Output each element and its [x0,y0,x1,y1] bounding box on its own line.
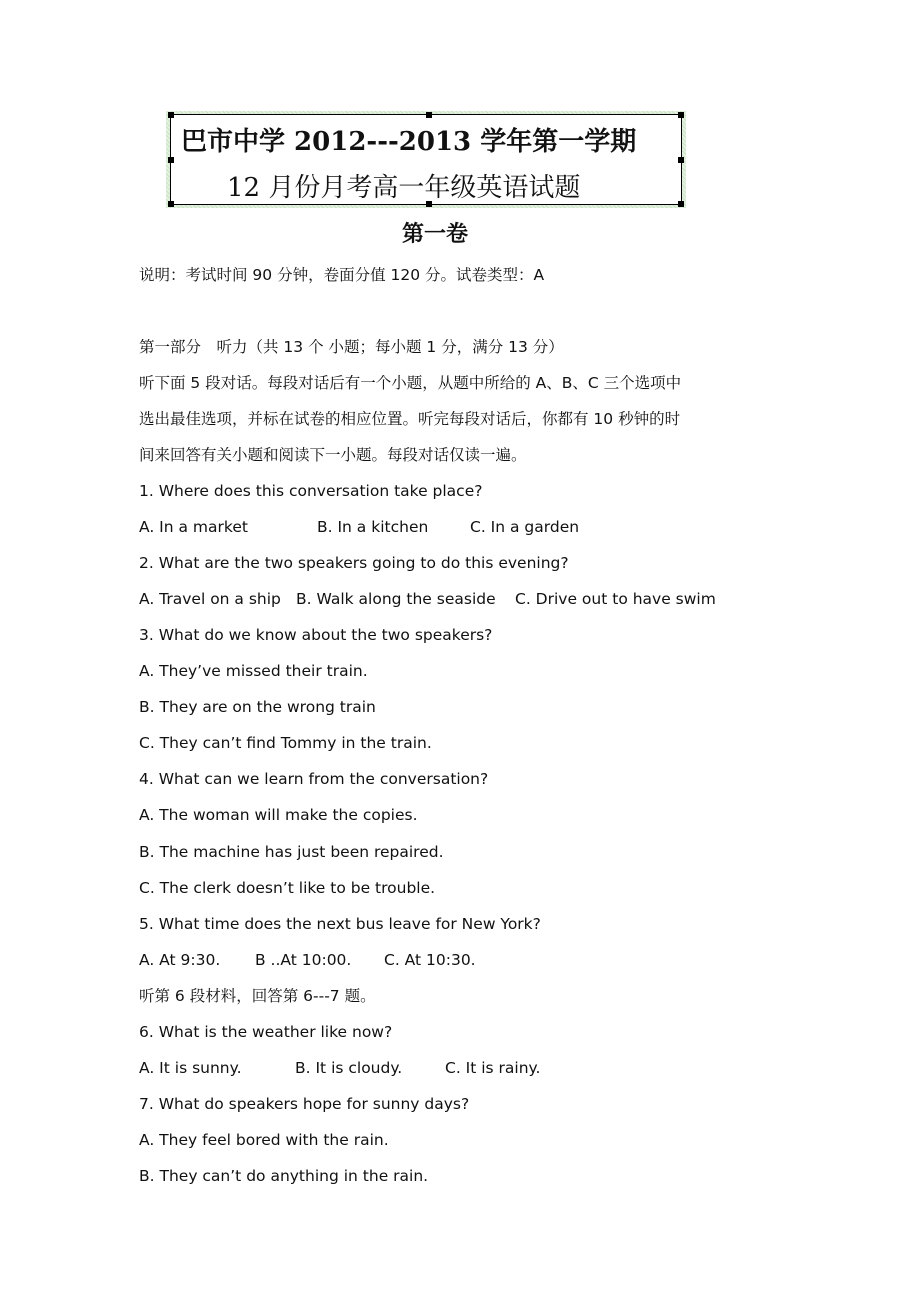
resize-handle[interactable] [426,112,432,118]
title-line-1: 巴市中学 2012---2013 学年第一学期 [181,127,637,157]
option-a: A. The woman will make the copies. [139,806,418,824]
question-1: 1. Where does this conversation take place? [139,482,483,500]
option-b: B ..At 10:00. [255,951,352,969]
option-a: A. It is sunny. [139,1059,242,1077]
option-c: C. The clerk doesn’t like to be trouble. [139,879,436,897]
option-b: B. The machine has just been repaired. [139,843,444,861]
option-c: C. In a garden [470,518,580,536]
option-c: C. Drive out to have swim [515,590,716,608]
option-b: B. They are on the wrong train [139,698,376,716]
directions-line: 选出最佳选项，并标在试卷的相应位置。听完每段对话后，你都有 10 秒钟的时 [139,410,681,428]
option-c: C. They can’t find Tommy in the train. [139,734,432,752]
option-b: B. It is cloudy. [295,1059,403,1077]
title-box [170,114,682,205]
option-c: C. At 10:30. [384,951,476,969]
resize-handle[interactable] [168,112,174,118]
material-note: 听第 6 段材料，回答第 6---7 题。 [139,987,376,1005]
question-5: 5. What time does the next bus leave for New York? [139,915,541,933]
instructions: 说明：考试时间 90 分钟，卷面分值 120 分。试卷类型：A [139,266,545,284]
question-7: 7. What do speakers hope for sunny days? [139,1095,470,1113]
option-a: A. They’ve missed their train. [139,662,368,680]
resize-handle[interactable] [168,157,174,163]
question-2: 2. What are the two speakers going to do this evening? [139,554,569,572]
resize-handle[interactable] [678,112,684,118]
option-b: B. In a kitchen [317,518,429,536]
resize-handle[interactable] [168,201,174,207]
option-c: C. It is rainy. [445,1059,541,1077]
option-b: B. They can’t do anything in the rain. [139,1167,429,1185]
directions-line: 听下面 5 段对话。每段对话后有一个小题，从题中所给的 A、B、C 三个选项中 [139,374,682,392]
option-a: A. At 9:30. [139,951,221,969]
section-heading: 第一部分 听力（共 13 个 小题；每小题 1 分，满分 13 分） [139,338,564,356]
option-b: B. Walk along the seaside [296,590,496,608]
question-6: 6. What is the weather like now? [139,1023,393,1041]
question-3: 3. What do we know about the two speakers? [139,626,493,644]
option-a: A. Travel on a ship [139,590,281,608]
title-frame [166,111,686,208]
title-line-2: 12 月份月考高一年级英语试题 [227,173,581,203]
option-a: A. They feel bored with the rain. [139,1131,389,1149]
option-a: A. In a market [139,518,248,536]
directions-line: 间来回答有关小题和阅读下一小题。每段对话仅读一遍。 [139,446,527,464]
volume-title: 第一卷 [401,221,468,247]
question-4: 4. What can we learn from the conversation? [139,770,489,788]
